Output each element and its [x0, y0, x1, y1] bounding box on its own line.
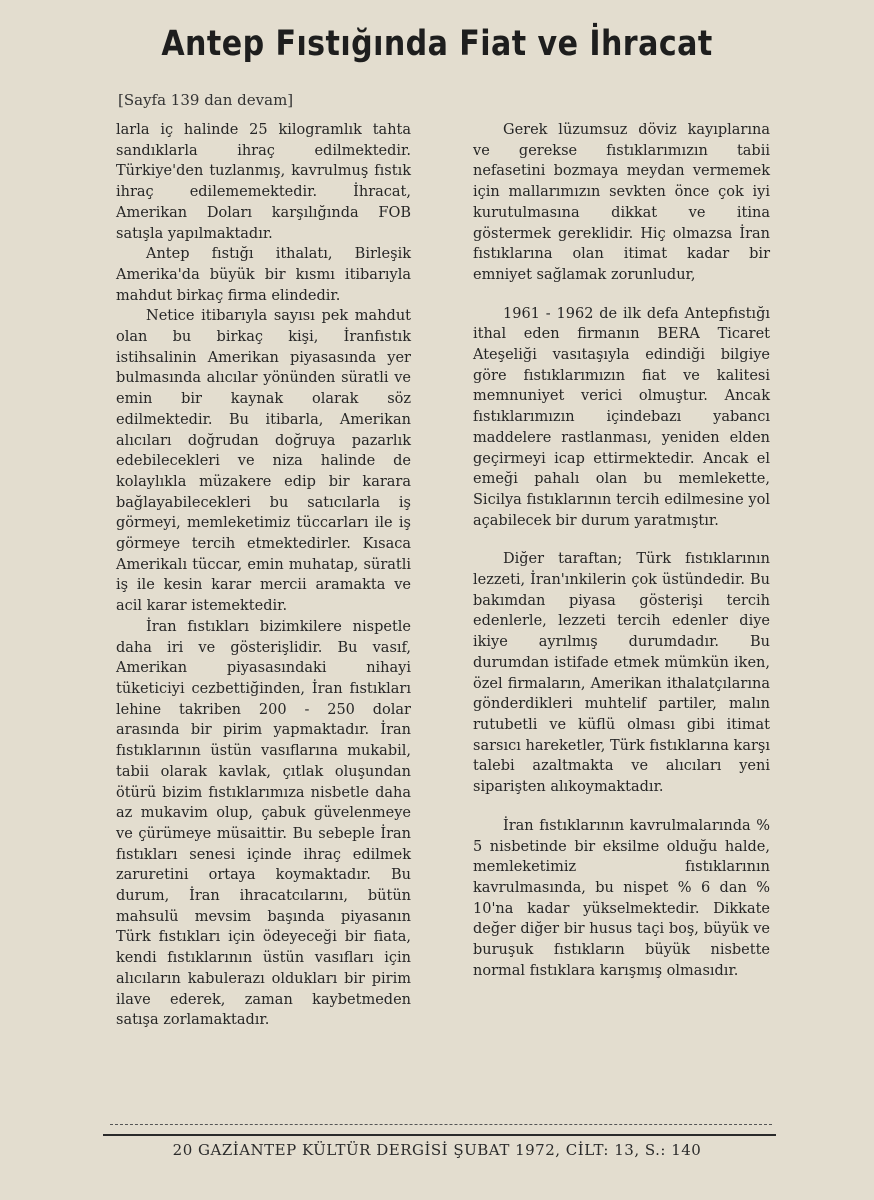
- left-paragraph: Antep fıstığı ithalatı, Birleşik Amerika'da büyük bir kısmı itibarıyla mahdut birkaç firma elindedir.: [116, 246, 411, 304]
- footer-divider-thin: [110, 1124, 772, 1125]
- article-title: Antep Fıstığında Fiat ve İhracat: [161, 24, 713, 64]
- continued-note: [Sayfa 139 dan devam]: [118, 91, 294, 109]
- left-paragraph: Netice itibarıyla sayısı pek mahdut olan bu birkaç kişi, İranfıstık istihsalinin Amerikan piyasasında yer bulmasında alıcılar yönünden süratli ve emin bir kaynak olarak söz edilmektedir. Bu itibarla, Amerikan alıcıları doğrudan doğruya pazarlık edebilecekleri ve niza halinde de kolaylıkla müzakere edip bir karara bağlayabilecekleri bu satıcılarla iş görmeyi, memleketimiz tüccarları ile iş görmeye tercih etmektedirler. Kısaca Amerikalı tüccar, emin muhatap, süratli iş ile kesin karar mercii aramakta ve acil karar istemektedir.: [116, 308, 411, 615]
- page-footer: 20 GAZİANTEP KÜLTÜR DERGİSİ ŞUBAT 1972, CİLT: 13, S.: 140: [172, 1141, 702, 1159]
- right-paragraph: Gerek lüzumsuz döviz kayıplarına ve gerekse fıstıklarımızın tabii nefasetini bozmaya meydan vermemek için mallarımızın sevkten önce çok iyi kurutulmasına dikkat ve itina göstermek gereklidir. Hiç olmazsa İran fıstıklarına olan itimat kadar bir emniyet sağlamak zorunludur,: [473, 122, 770, 283]
- right-column: [473, 120, 770, 981]
- right-paragraph: İran fıstıklarının kavrulmalarında % 5 nisbetinde bir eksilme olduğu halde, memleketimiz fıstıklarının kavrulmasında, bu nispet % 6 dan % 10'na kadar yükselmektedir. Dikkate değer diğer bir husus taçi boş, büyük ve buruşuk fıstıkların büyük nisbette normal fıstıklara karışmış olmasıdır.: [473, 817, 770, 979]
- left-paragraph: İran fıstıkları bizimkilere nispetle daha iri ve gösterişlidir. Bu vasıf, Amerikan piyasasındaki nihayi tüketiciyi cezbettiğinden, İran fıstıkları lehine takriben 200 - 250 dolar arasında bir pirim yapmaktadır. İran fıstıklarının üstün vasıflarına mukabil, tabii olarak kavlak, çıtlak oluşundan ötürü bizim fıstıklarımıza nisbetle daha az mukavim olup, çabuk güvelenmeye ve çürümeye müsaittir. Bu sebeple İran fıstıkları senesi içinde ihraç edilmek zaruretini ortaya koymaktadır. Bu durum, İran ihracatcılarını, bütün mahsulü mevsim başında piyasanın Türk fıstıkları için ödeyeceği bir fiata, kendi fıstıklarının üstün vasıfları için alıcıların kabulerazı oldukları bir pirim ilave ederek, zaman kaybetmeden satışa zorlamaktadır.: [116, 618, 411, 1029]
- left-paragraph: larla iç halinde 25 kilogramlık tahta sandıklarla ihraç edilmektedir. Türkiye'den tuzlanmış, kavrulmuş fıstık ihraç edilememektedir. İhracat, Amerikan Doları karşılığında FOB satışla yapılmaktadır.: [116, 122, 411, 242]
- right-paragraph: Diğer taraftan; Türk fıstıklarının lezzeti, İran'ınkilerin çok üstündedir. Bu bakımdan piyasa gösterişi tercih edenlerle, lezzeti tercih edenler diye ikiye ayrılmış durumdadır. Bu durumdan istifade etmek mümkün iken, özel firmaların, Amerikan ithalatçılarına gönderdikleri muhtelif partiler, malın rutubetli ve küflü olması gibi itimat sarsıcı hareketler, Türk fıstıklarına karşı talebi azaltmakta ve alıcıları yeni siparişten alıkoymaktadır.: [473, 551, 770, 796]
- left-column: [116, 120, 411, 1031]
- footer-divider-thick: [103, 1134, 776, 1136]
- right-paragraph: 1961 - 1962 de ilk defa Antepfıstığı ithal eden firmanın BERA Ticaret Ateşeliği vasıtaşıyla edindiği bilgiye göre fıstıklarımızın fiat ve kalitesi memnuniyet verici olmuştur. Ancak fıstıklarımızın içindebazı yabancı maddelere rastlanması, yeniden elden geçirmeyi icap ettirmektedir. Ancak el emeği pahalı olan bu memlekette, Sicilya fıstıklarının tercih edilmesine yol açabilecek bir durum yaratmıştır.: [473, 305, 770, 529]
